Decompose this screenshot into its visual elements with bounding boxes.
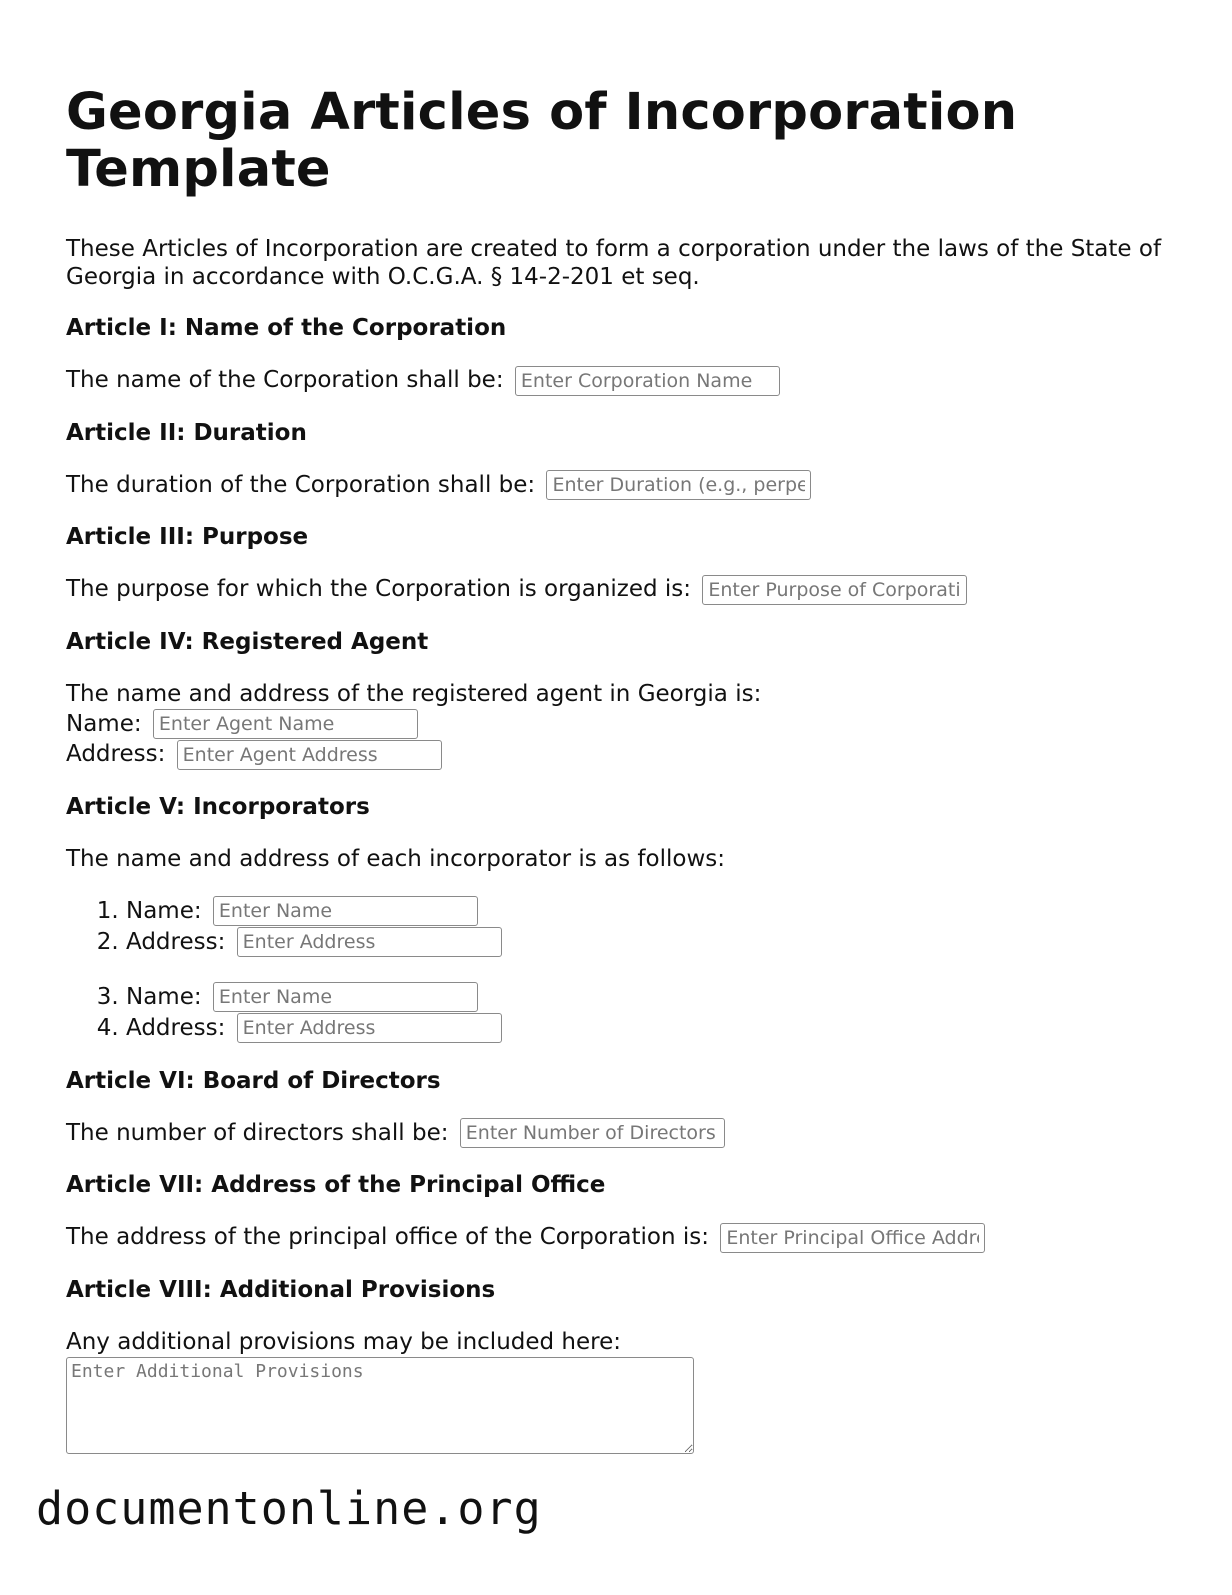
article6-row [66,1118,1176,1149]
incorporator-address-label: Address: [126,928,226,955]
directors-label: The number of directors shall be: [66,1119,449,1146]
agent-address-row [66,739,1176,770]
incorporator-list [66,896,1176,1044]
article1-heading: Article I: Name of the Corporation [66,315,507,341]
agent-address-label: Address: [66,741,166,767]
article3-heading: Article III: Purpose [66,524,309,550]
list-item [126,927,1176,958]
incorporators-intro: The name and address of each incorporator is as follows: [66,845,725,872]
article6-heading: Article VI: Board of Directors [66,1067,441,1094]
article8-heading: Article VIII: Additional Provisions [66,1276,496,1303]
article5-heading: Article V: Incorporators [66,793,370,820]
incorporator-1-name-input[interactable] [213,896,478,926]
principal-office-input[interactable] [720,1223,985,1253]
corporation-name-label: The name of the Corporation shall be: [66,367,504,393]
watermark: documentonline.org [36,1482,542,1535]
incorporator-2-name-input[interactable] [213,982,478,1012]
corporation-name-input[interactable] [515,366,780,396]
list-item [126,1013,1176,1044]
incorporator-address-label: Address: [126,1014,226,1041]
agent-name-label: Name: [66,710,142,737]
list-item [126,982,1176,1013]
purpose-label: The purpose for which the Corporation is organized is: [66,576,692,602]
agent-address-input[interactable] [177,740,442,770]
registered-agent-intro: The name and address of the registered agent in Georgia is: [66,680,762,707]
article4-heading: Article IV: Registered Agent [66,628,429,655]
article7-heading: Article VII: Address of the Principal Office [66,1172,606,1198]
directors-input[interactable] [460,1118,725,1148]
additional-provisions-label: Any additional provisions may be included here: [66,1328,622,1355]
incorporator-1-address-input[interactable] [237,927,502,957]
article2-heading: Article II: Duration [66,419,307,446]
incorporator-name-label: Name: [126,983,202,1010]
duration-input[interactable] [546,470,811,500]
document [66,84,1176,1454]
article1-row [66,365,1176,396]
article7-row [66,1222,1176,1253]
intro-paragraph: These Articles of Incorporation are created to form a corporation under the laws of the State of Georgia in accordance with O.C.G.A. § 14-2-201 et seq. [66,236,1162,290]
list-item [126,896,1176,927]
duration-label: The duration of the Corporation shall be: [66,471,536,498]
purpose-input[interactable] [702,575,967,605]
incorporator-name-label: Name: [126,897,202,924]
agent-name-row [66,709,1176,740]
article2-row [66,470,1176,501]
page-title: Georgia Articles of Incorporation Template [66,83,1018,199]
article3-row [66,574,1176,605]
additional-provisions-textarea[interactable] [66,1357,694,1454]
agent-name-input[interactable] [153,709,418,739]
incorporator-2-address-input[interactable] [237,1013,502,1043]
principal-office-label: The address of the principal office of the Corporation is: [66,1224,710,1250]
